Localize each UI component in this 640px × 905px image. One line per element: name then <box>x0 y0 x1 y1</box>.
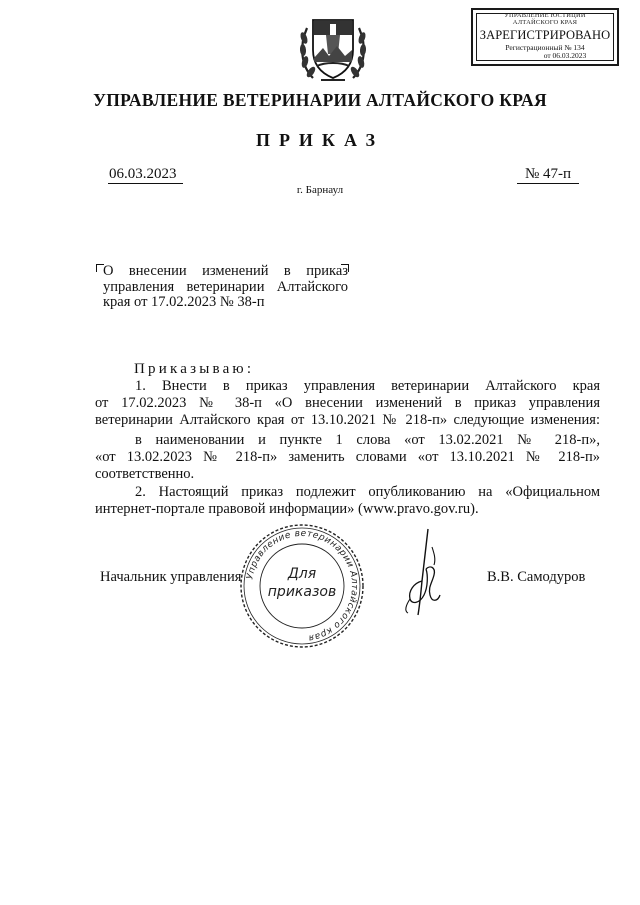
seal-center-line1: Для <box>287 566 317 582</box>
signer-position: Начальник управления <box>100 569 242 585</box>
altai-coat-of-arms-icon <box>297 10 369 84</box>
paragraph-1 <box>95 378 600 429</box>
paragraph-line: «от 13.02.2023 № 218-п» заменить словами «от 13.10.2021 № 218-п» <box>95 449 600 466</box>
registration-stamp-org-line1: УПРАВЛЕНИЕ ЮСТИЦИИ <box>504 12 586 19</box>
paragraph-line: соответственно. <box>95 466 195 483</box>
seal-ring-text: Управление ветеринарии Алтайского края <box>245 528 360 643</box>
registration-stamp-date: от 06.03.2023 <box>543 51 587 60</box>
paragraph-line: ветеринарии Алтайского края от 13.10.2021 № 218-п» следующие изменения: <box>95 412 600 429</box>
registration-stamp-title: ЗАРЕГИСТРИРОВАНО <box>479 28 611 42</box>
registration-stamp-number: Регистрационный № 134 <box>505 42 585 52</box>
paragraph-line: от 17.02.2023 № 38-п «О внесении изменений в приказ управления <box>95 395 600 412</box>
subject-line: О внесении изменений в приказ <box>103 263 348 279</box>
document-date: 06.03.2023 <box>108 166 183 184</box>
document-city: г. Барнаул <box>296 184 344 196</box>
subject-line: края от 17.02.2023 № 38-п <box>103 294 265 311</box>
paragraph-line: 1. Внести в приказ управления ветеринарии Алтайского края <box>135 378 600 394</box>
signer-name: В.В. Самодуров <box>487 569 586 585</box>
subject-block <box>103 264 348 311</box>
paragraph-3 <box>95 484 600 518</box>
document-number: № 47-п <box>517 166 579 184</box>
subject-line: управления ветеринарии Алтайского <box>103 278 348 295</box>
organization-heading: УПРАВЛЕНИЕ ВЕТЕРИНАРИИ АЛТАЙСКОГО КРАЯ <box>93 90 547 110</box>
document-type-heading: ПРИКАЗ <box>255 130 385 150</box>
paragraph-line: в наименовании и пункте 1 слова «от 13.02.2021 № 218-п», <box>135 432 600 448</box>
paragraph-2 <box>95 432 600 483</box>
paragraph-line: интернет-портале правовой информации» (www.pravo.gov.ru). <box>95 501 479 518</box>
registration-stamp <box>471 8 619 66</box>
round-seal <box>238 522 366 650</box>
order-verb: Приказываю: <box>134 361 255 377</box>
registration-stamp-org-line2: АЛТАЙСКОГО КРАЯ <box>512 18 578 26</box>
paragraph-line: 2. Настоящий приказ подлежит опубликованию на «Официальном <box>135 484 600 500</box>
registration-stamp-inner-border <box>476 13 614 61</box>
handwritten-signature <box>398 525 450 620</box>
seal-center-line2: приказов <box>267 584 337 600</box>
